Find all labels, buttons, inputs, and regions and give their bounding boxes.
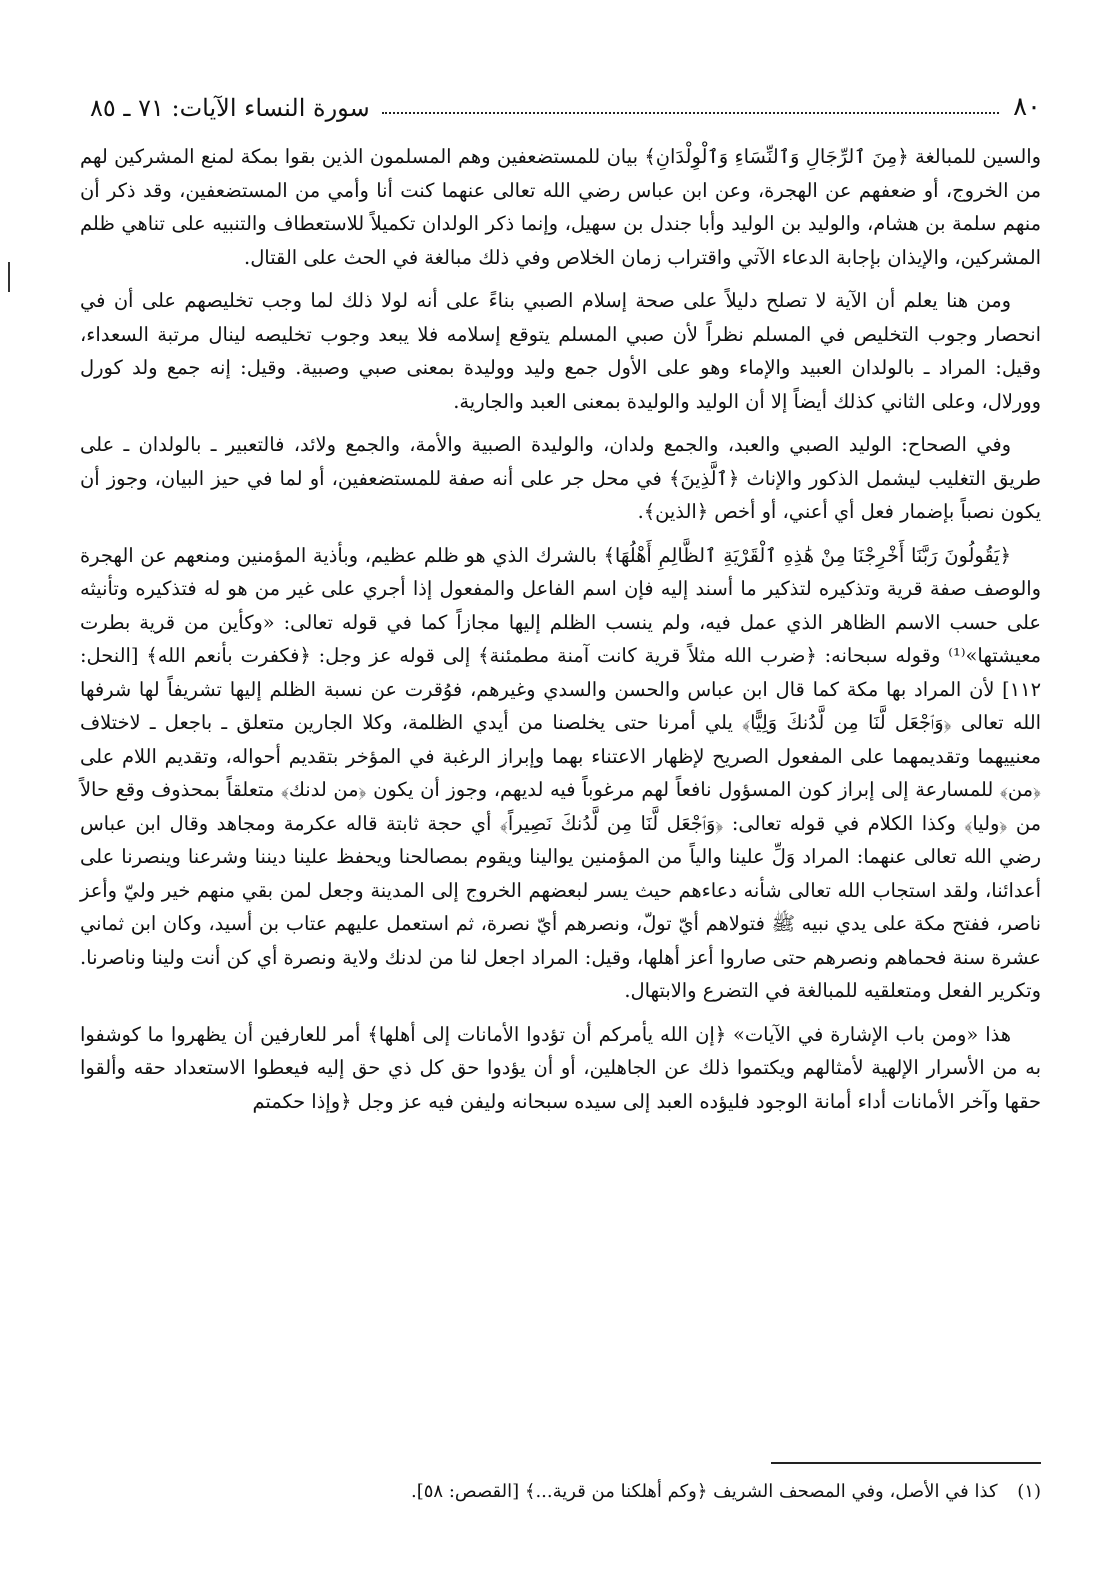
paragraph: ومن هنا يعلم أن الآية لا تصلح دليلاً على صحة إسلام الصبي بناءً على أنه لولا ذلك لما وجب تخليصهم على أن في انحصار وجوب التخليص في المسلم نظراً لأن صبي المسلم يتوقع إسلامه فلا يبعد وجوب تخليصه لينال مرتبة السعداء، وقيل: المراد ـ بالولدان العبيد والإماء وهو على الأول جمع وليد ووليدة بمعنى صبي وصبية. وقيل: إنه جمع ولد كورل وورلال، وعلى الثاني كذلك أيضاً إلا أن الوليد والوليدة بمعنى العبد والجارية.: [80, 289, 1041, 413]
footnote-separator: [771, 1462, 1041, 1464]
main-text: [80, 140, 1041, 1128]
paragraph: والسين للمبالغة ﴿مِنَ ٱلرِّجَالِ وَٱلنِّسَاءِ وَٱلْوِلْدَانِ﴾ بيان للمستضعفين وهم المسلمون الذين بقوا بمكة لمنع المشركين لهم من الخروج، أو ضعفهم عن الهجرة، وعن ابن عباس رضي الله تعالى عنهما كنت أنا وأمي من المستضعفين، وقد ذكر أن منهم سلمة بن هشام، والوليد بن الوليد وأبا جندل بن سهيل، وإنما ذكر الولدان تكميلاً للاستعطاف والتنبيه على تناهي ظلم المشركين، والإيذان بإجابة الدعاء الآتي واقتراب زمان الخلاص وفي ذلك مبالغة في الحث على القتال.: [80, 145, 1041, 269]
footnote-text: كذا في الأصل، وفي المصحف الشريف ﴿وكم أهلكنا من قرية...﴾ [القصص: ٥٨].: [411, 1481, 998, 1502]
paragraph: وفي الصحاح: الوليد الصبي والعبد، والجمع ولدان، والوليدة الصبية والأمة، والجمع ولائد، فالتعبير ـ بالولدان ـ على طريق التغليب ليشمل الذكور والإناث ﴿ٱلَّذِينَ﴾ في محل جر على أنه صفة للمستضعفين، أو لما في حيز البيان، وجوز أن يكون نصباً بإضمار فعل أي أعني، أو أخص ﴿الذين﴾.: [80, 433, 1041, 523]
paragraph: هذا «ومن باب الإشارة في الآيات» ﴿إن الله يأمركم أن تؤدوا الأمانات إلى أهلها﴾ أمر للعارفين أن يظهروا ما كوشفوا به من الأسرار الإلهية لأمثالهم ويكتموا ذلك عن الجاهلين، أو أن يؤدوا حق كل ذي حق إليه فيعطوا الاستعداد حقه وألقوا حقها وآخر الأمانات أداء أمانة الوجود فليؤده العبد إلى سيده سبحانه وليفن فيه عز وجل ﴿وإذا حكمتم: [80, 1022, 1041, 1113]
running-header: [90, 86, 1041, 122]
chapter-title: سورة النساء الآيات: ٧١ ـ ٨٥: [90, 94, 370, 122]
header-dot-leader: [382, 112, 999, 114]
footnote-number: (١): [1017, 1481, 1041, 1502]
footnote: [80, 1478, 1041, 1506]
margin-mark: [8, 262, 10, 292]
paragraph: ﴿يَقُولُونَ رَبَّنَا أَخْرِجْنَا مِنْ هَٰذِهِ ٱلْقَرْيَةِ ٱلظَّالِمِ أَهْلُهَا﴾ بالشرك الذي هو ظلم عظيم، وبأذية المؤمنين ومنعهم عن الهجرة والوصف صفة قرية وتذكيره لتذكير ما أسند إليه فإن اسم الفاعل والمفعول إذا أجري على غير من هو له فتذكيره وتأنيثه على حسب الاسم الظاهر الذي عمل فيه، ولم ينسب الظلم إليها مجازاً كما في قوله تعالى: «وكأين من قرية بطرت معيشتها»⁽¹⁾ وقوله سبحانه: ﴿ضرب الله مثلاً قرية كانت آمنة مطمئنة﴾ إلى قوله عز وجل: ﴿فكفرت بأنعم الله﴾ [النحل: ١١٢] لأن المراد بها مكة كما قال ابن عباس والحسن والسدي وغيرهم، فوُقرت عن نسبة الظلم إليها تشريفاً لها شرفها الله تعالى ﴿وَٱجْعَل لَّنَا مِن لَّدُنكَ وَلِيًّا﴾ يلي أمرنا حتى يخلصنا من أيدي الظلمة، وكلا الجارين متعلق ـ باجعل ـ لاختلاف معنييهما وتقديمهما على المفعول الصريح لإظهار الاعتناء بهما وإبراز الرغبة في المؤخر بتقديم أحواله، وتقديم اللام على ﴿من﴾ للمسارعة إلى إبراز كون المسؤول نافعاً لهم مرغوباً فيه لديهم، وجوز أن يكون ﴿من لدنك﴾ متعلقاً بمحذوف وقع حالاً من ﴿وليا﴾ وكذا الكلام في قوله تعالى: ﴿وَٱجْعَل لَّنَا مِن لَّدُنكَ نَصِيراً﴾ أي حجة ثابتة قاله عكرمة ومجاهد وقال ابن عباس رضي الله تعالى عنهما: المراد وَلِّ علينا والياً من المؤمنين يوالينا ويقوم بمصالحنا ويحفظ علينا ديننا وشرعنا وينصرنا على أعدائنا، ولقد استجاب الله تعالى شأنه دعاءهم حيث يسر لبعضهم الخروج إلى المدينة وجعل لمن بقي منهم خير وليّ وأعز ناصر، ففتح مكة على يدي نبيه ﷺ فتولاهم أيّ تولّ، ونصرهم أيّ نصرة، ثم استعمل عليهم عتاب بن أسيد، وكان ابن ثماني عشرة سنة فحماهم ونصرهم حتى صاروا أعز أهلها، وقيل: المراد اجعل لنا من لدنك ولاية ونصرة أي كن أنت ولينا وناصرنا. وتكرير الفعل ومتعلقيه للمبالغة في التضرع والابتهال.: [80, 543, 1041, 1002]
page-number: ٨٠: [1013, 92, 1041, 122]
